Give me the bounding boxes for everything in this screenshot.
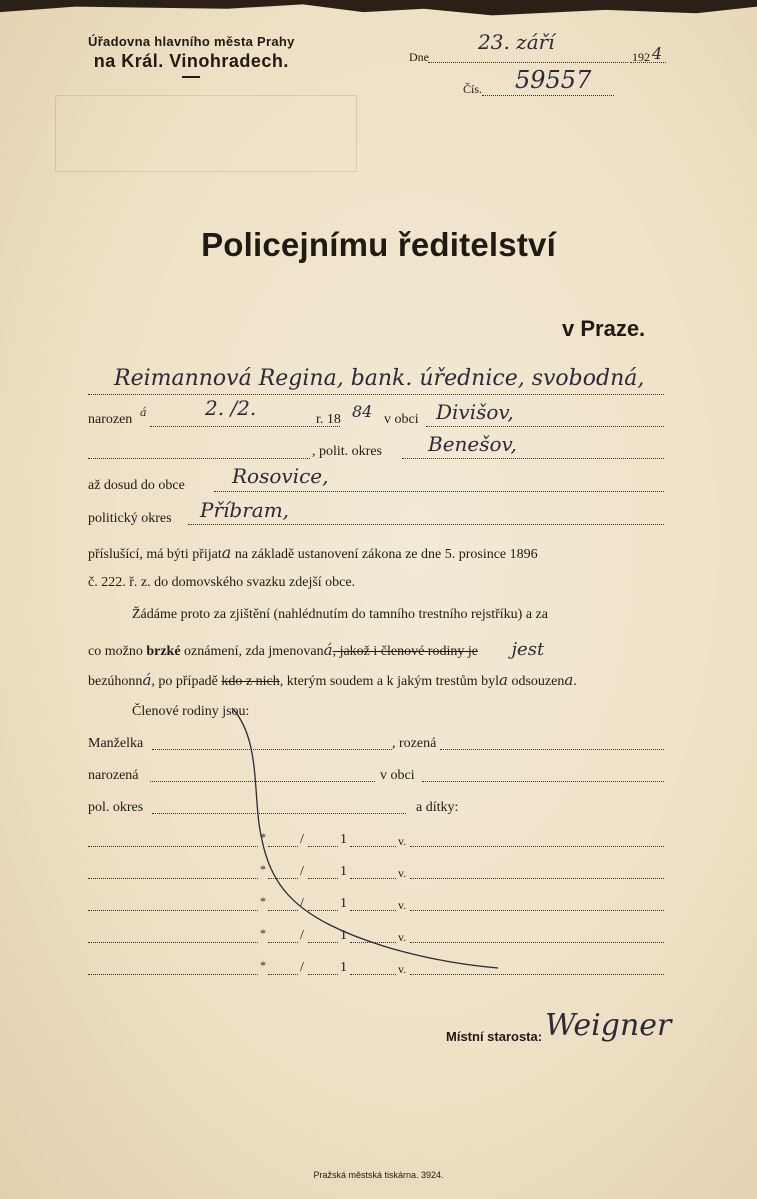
date-value: 23. září <box>478 30 555 54</box>
pol-district-label: politický okres <box>88 511 172 526</box>
members-label: Členové rodiny jsou: <box>132 704 250 719</box>
signature: Weigner <box>545 1008 672 1043</box>
number-label: Čís. <box>463 82 483 96</box>
until-label: až dosud do obce <box>88 478 185 493</box>
body-line-4: co možno brzké oznámení, zda jmenovaná, jakož i členové rodiny je jest <box>88 639 545 660</box>
district-value: Benešov, <box>428 432 517 456</box>
wife-label: Manželka <box>88 736 144 751</box>
signature-label: Místní starosta: <box>446 1029 543 1044</box>
office-line-1: Úřadovna hlavního města Prahy <box>88 34 295 49</box>
year-value: 4 <box>652 44 663 63</box>
body-line-1: příslušící, má býti přijata na základě ustanovení zákona ze dne 5. prosince 1896 <box>88 543 538 562</box>
born-suffix: á <box>140 406 147 419</box>
pol-district-value: Příbram, <box>200 498 290 522</box>
office-line-2: na Král. Vinohradech. <box>93 51 289 71</box>
village-value: Divišov, <box>436 400 514 424</box>
wife-district-label: pol. okres <box>88 800 144 815</box>
body-line-3: Žádáme proto za zjištění (nahlédnutím do tamního trestního rejstříku) a za <box>132 607 548 622</box>
village-label: v obci <box>384 412 419 427</box>
children-label: a dítky: <box>416 800 459 815</box>
printer-imprint: Pražská městská tiskárna. 3924. <box>313 1170 444 1180</box>
born-label: narozen <box>88 412 133 427</box>
year-prefix: 192 <box>632 50 650 64</box>
born-year: 84 <box>352 402 373 421</box>
born-date: 2. /2. <box>205 396 257 420</box>
page-title: Policejnímu ředitelství <box>201 226 556 263</box>
wife-born-label: narozená <box>88 768 139 783</box>
number-value: 59557 <box>515 66 592 94</box>
year-label: r. 18 <box>316 412 341 427</box>
wife-village-label: v obci <box>380 768 415 783</box>
document-page: Úřadovna hlavního města Prahy na Král. Vinohradech. Dne 23. září 192 4 Čís. 59557 Policejnímu ředitelství v Praze. Reimannová Regina, bank. úřednice, svobodná, narozen á 2. /2. r. 18 84 v obci Divišov, , polit. okres Benešov, až dosud do obce Rosovice, politický okres Příbram, příslušící, má býti přijata na základě ustanovení zákona ze dne 5. prosince 1896 č. 222. ř. z. do domovského svazku zdejší obce. Žádáme proto za zjištění (nahlédnutím do tamního trestního rejstříku) a za co možno brzké oznámení, zda jmenovaná, jakož i členové rodiny je jest bezúhonná, po případě kdo z nich, kterým soudem a k jakým trestům byla odsouzena. Členové rodiny jsou: Manželka , rozená narozená v obci pol. okres a dítky: * / 1 v. * / 1 v. * / 1 v. * / 1 v. * / 1 v. Místní starosta: Weigner Pražská městská tiskárna. 3924. <box>0 0 757 1199</box>
date-label: Dne <box>409 50 429 64</box>
district-label: , polit. okres <box>312 444 382 459</box>
nee-label: , rozená <box>392 736 437 751</box>
person-name-line: Reimannová Regina, bank. úřednice, svobodná, <box>114 366 645 391</box>
city-label: v Praze. <box>562 316 646 341</box>
body-line-2: č. 222. ř. z. do domovského svazku zdejší obce. <box>88 575 356 590</box>
body-line-5: bezúhonná, po případě kdo z nich, kterým soudem a k jakým trestům byla odsouzena. <box>88 671 577 689</box>
until-value: Rosovice, <box>232 464 329 488</box>
